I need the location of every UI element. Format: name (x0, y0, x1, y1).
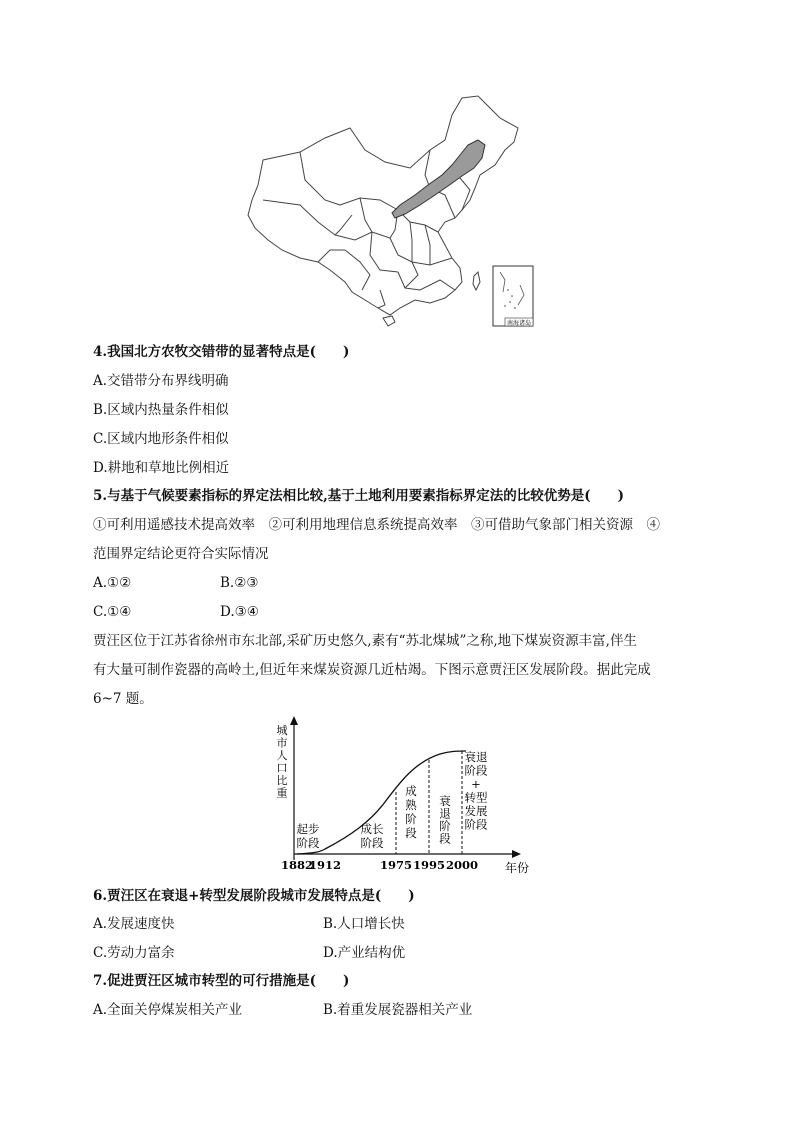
stage-label: + (471, 777, 481, 791)
inset-label: 南海诸岛 (506, 320, 532, 327)
stage-label: 段 (439, 831, 451, 846)
x-tick-label: 1912 (308, 858, 342, 872)
y-axis-label-char: 城 (276, 724, 288, 737)
q4-stem: 4.我国北方农牧交错带的显著特点是( ) (93, 344, 350, 360)
passage-line1: 贾汪区位于江苏省徐州市东北部,采矿历史悠久,素有“苏北煤城”之称,地下煤炭资源丰富,伴生 (93, 633, 637, 649)
china-map-figure (0, 0, 794, 340)
q4-option-a[interactable]: A.交错带分布界线明确 (93, 373, 229, 389)
stage-label: 阶 (405, 812, 417, 826)
development-stage-chart (0, 712, 794, 882)
passage-line3: 6~7 题。 (93, 691, 153, 707)
stage-label: 成 (405, 784, 417, 798)
q6-option-b[interactable]: B.人口增长快 (323, 916, 405, 932)
q6-option-a[interactable]: A.发展速度快 (93, 916, 175, 932)
q5-stem: 5.与基于气候要素指标的界定法相比较,基于土地利用要素指标界定法的比较优势是( ) (93, 488, 625, 504)
q5-option-c[interactable]: C.①④ (93, 604, 132, 620)
q5-option-a[interactable]: A.①② (93, 575, 132, 591)
stage-label: 退 (439, 806, 451, 821)
y-axis-label-char: 市 (276, 736, 288, 750)
stage-label: 阶段 (464, 763, 488, 778)
q6-option-c[interactable]: C.劳动力富余 (93, 945, 175, 961)
x-tick-label: 2000 (445, 858, 479, 872)
y-axis-label-char: 人 (276, 749, 288, 762)
stage-label: 阶段 (296, 836, 320, 850)
q6-stem: 6.贾汪区在衰退+转型发展阶段城市发展特点是( ) (93, 888, 415, 904)
stage-label: 衰 (439, 794, 451, 808)
stage-label: 阶段 (464, 817, 488, 832)
q7-option-b[interactable]: B.着重发展瓷器相关产业 (323, 1002, 473, 1018)
y-axis-label-char: 重 (276, 786, 288, 800)
stage-label: 发展 (464, 804, 488, 818)
q4-option-b[interactable]: B.区域内热量条件相似 (93, 402, 229, 418)
y-axis-label-char: 口 (276, 761, 288, 775)
q5-items-line1: ①可利用遥感技术提高效率 ②可利用地理信息系统提高效率 ③可借助气象部门相关资源 ④ (93, 517, 660, 533)
y-axis-label-char: 比 (276, 774, 288, 787)
stage-label: 起步 (296, 822, 320, 836)
x-tick-label: 1975 (379, 858, 413, 872)
q5-option-b[interactable]: B.②③ (220, 575, 259, 591)
y-axis-label (277, 724, 288, 800)
stage-label: 段 (405, 826, 417, 840)
x-axis-label: 年份 (505, 861, 530, 875)
stage-label: 阶 (439, 819, 451, 833)
q4-option-d[interactable]: D.耕地和草地比例相近 (93, 460, 230, 476)
stage-label: 衰退 (464, 750, 488, 764)
q6-option-d[interactable]: D.产业结构优 (323, 945, 406, 961)
y-axis-arrow (290, 716, 298, 725)
x-tick-label: 1995 (412, 858, 446, 872)
passage-line2: 有大量可制作瓷器的高岭土,但近年来煤炭资源几近枯竭。下图示意贾汪区发展阶段。据此完成 (93, 662, 651, 678)
x-axis-arrow (512, 850, 521, 858)
x-tick-label: 1882 (280, 858, 314, 872)
q5-items-line2: 范围界定结论更符合实际情况 (93, 546, 269, 562)
q7-stem: 7.促进贾汪区城市转型的可行措施是( ) (93, 973, 350, 989)
stage-label: 成长 (360, 822, 384, 836)
ecotone-band (392, 140, 485, 218)
stage-label: 熟 (405, 798, 417, 812)
q7-option-a[interactable]: A.全面关停煤炭相关产业 (93, 1002, 243, 1018)
hainan-island (383, 316, 395, 326)
taiwan-island (473, 272, 480, 290)
south-china-sea-inset (493, 266, 533, 326)
q5-option-d[interactable]: D.③④ (220, 604, 259, 620)
china-outline (248, 96, 518, 315)
q4-option-c[interactable]: C.区域内地形条件相似 (93, 431, 229, 447)
stage-label: 转型 (464, 790, 488, 805)
stage-label: 阶段 (360, 836, 384, 850)
